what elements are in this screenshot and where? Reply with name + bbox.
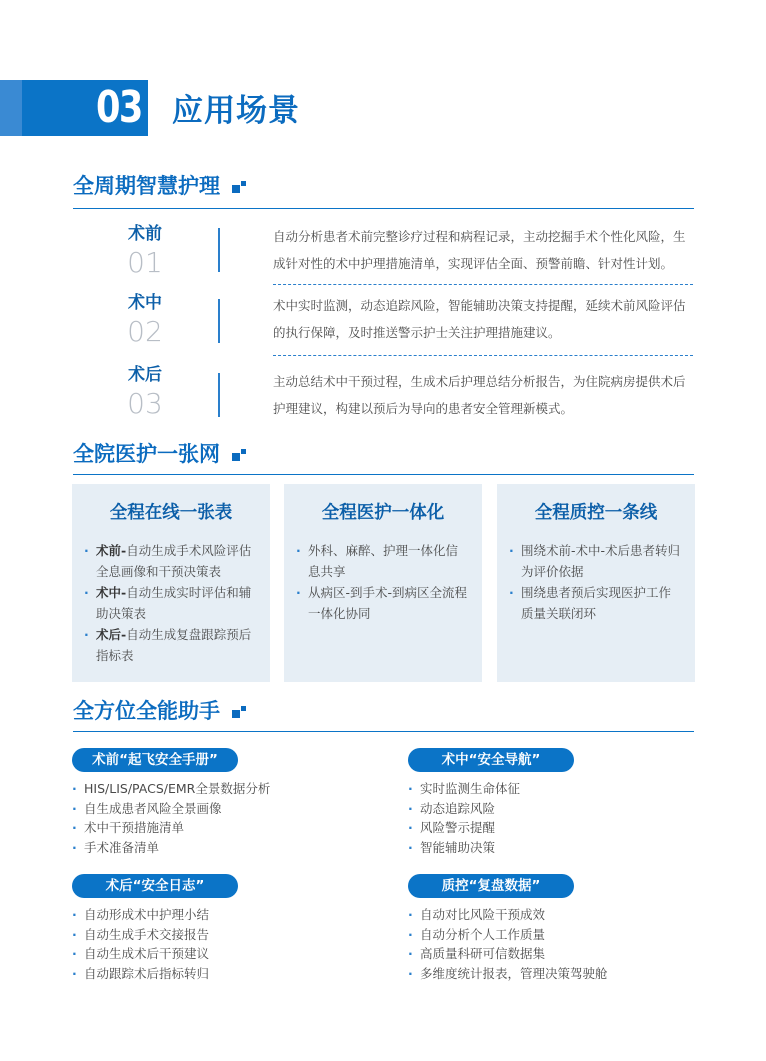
list-item: · 自动分析个人工作质量 <box>408 925 698 945</box>
assistant-list-postop <box>72 905 372 983</box>
item-text: 自动生成实时评估和辅助决策表 <box>96 585 252 621</box>
section-divider <box>73 474 694 475</box>
list-item: · 自动生成手术交接报告 <box>72 925 372 945</box>
phase-description: 自动分析患者术前完整诊疗过程和病程记录，主动挖掘手术个性化风险，生成针对性的术中护理措施清单，实现评估全面、预警前瞻、针对性计划。 <box>273 229 686 271</box>
header-accent-bar <box>0 80 22 136</box>
list-item <box>84 540 258 582</box>
list-item <box>296 540 470 582</box>
card-list <box>509 540 683 624</box>
phase-divider <box>218 228 220 272</box>
card-list <box>84 540 258 666</box>
assistant-pill-intraop: 术中“安全导航” <box>408 748 574 772</box>
feature-card-online-table <box>72 484 270 682</box>
phase-description: 术中实时监测，动态追踪风险，智能辅助决策支持提醒，延续术前风险评估的执行保障，及时推送警示护士关注护理措施建议。 <box>273 298 686 340</box>
assistant-pill-preop: 术前“起飞安全手册” <box>72 748 238 772</box>
list-item <box>84 624 258 666</box>
item-prefix: 术中- <box>96 585 127 600</box>
phase-description: 主动总结术中干预过程，生成术后护理总结分析报告，为住院病房提供术后护理建议，构建以预后为导向的患者安全管理新模式。 <box>273 374 686 416</box>
item-text: 自动生成复盘跟踪预后指标表 <box>96 627 252 663</box>
card-title: 全程在线一张表 <box>109 503 233 523</box>
list-item: · 多维度统计报表，管理决策驾驶舱 <box>408 964 698 984</box>
feature-card-quality-line <box>497 484 695 682</box>
phase-label: 术前 <box>128 224 162 244</box>
list-item: · 自动跟踪术后指标转归 <box>72 964 372 984</box>
list-item: · 自动生成术后干预建议 <box>72 944 372 964</box>
assistant-list-intraop <box>408 779 698 857</box>
dashed-separator <box>273 355 693 356</box>
item-text: 外科、麻醉、护理一体化信息共享 <box>308 543 459 579</box>
section-title-text: 全周期智慧护理 <box>73 174 220 198</box>
item-text: 从病区-到手术-到病区全流程一体化协同 <box>308 585 468 621</box>
list-item <box>84 582 258 624</box>
list-item: · 自动形成术中护理小结 <box>72 905 372 925</box>
section-mark-icon <box>232 181 246 193</box>
section-mark-icon <box>232 706 246 718</box>
list-item <box>509 582 683 624</box>
item-prefix: 术前- <box>96 543 127 558</box>
assistant-pill-postop: 术后“安全日志” <box>72 874 238 898</box>
section-title-lifecycle <box>73 172 246 200</box>
section-divider <box>73 731 694 732</box>
feature-card-integration <box>284 484 482 682</box>
section-title-text: 全方位全能助手 <box>73 699 220 723</box>
card-title: 全程质控一条线 <box>534 503 658 523</box>
list-item: · 术中干预措施清单 <box>72 818 372 838</box>
phase-divider <box>218 299 220 343</box>
list-item: · 手术准备清单 <box>72 838 372 858</box>
list-item: · HIS/LIS/PACS/EMR全景数据分析 <box>72 779 372 799</box>
phase-label: 术中 <box>128 293 162 313</box>
assistant-pill-quality: 质控“复盘数据” <box>408 874 574 898</box>
chapter-number: 03 <box>96 82 142 133</box>
assistant-list-preop <box>72 779 372 857</box>
phase-number: 02 <box>127 315 163 348</box>
list-item: · 高质量科研可信数据集 <box>408 944 698 964</box>
list-item <box>509 540 683 582</box>
page-title: 应用场景 <box>172 93 300 129</box>
phase-divider <box>218 373 220 417</box>
phase-number: 01 <box>127 246 163 279</box>
assistant-list-quality <box>408 905 698 983</box>
list-item: · 自动对比风险干预成效 <box>408 905 698 925</box>
section-title-assistant <box>73 697 246 725</box>
item-text: 围绕术前-术中-术后患者转归为评价依据 <box>521 543 681 579</box>
section-title-text: 全院医护一张网 <box>73 442 220 466</box>
section-mark-icon <box>232 449 246 461</box>
phase-number: 03 <box>127 387 163 420</box>
item-prefix: 术后- <box>96 627 127 642</box>
list-item: · 智能辅助决策 <box>408 838 698 858</box>
list-item <box>296 582 470 624</box>
list-item: · 动态追踪风险 <box>408 799 698 819</box>
card-title: 全程医护一体化 <box>321 503 445 523</box>
section-title-network <box>73 440 246 468</box>
list-item: · 风险警示提醒 <box>408 818 698 838</box>
item-text: 围绕患者预后实现医护工作质量关联闭环 <box>521 585 672 621</box>
phase-label: 术后 <box>128 365 162 385</box>
list-item: · 实时监测生命体征 <box>408 779 698 799</box>
dashed-separator <box>273 284 693 285</box>
card-list <box>296 540 470 624</box>
list-item: · 自生成患者风险全景画像 <box>72 799 372 819</box>
section-divider <box>73 208 694 209</box>
item-text: 自动生成手术风险评估全息画像和干预决策表 <box>96 543 252 579</box>
